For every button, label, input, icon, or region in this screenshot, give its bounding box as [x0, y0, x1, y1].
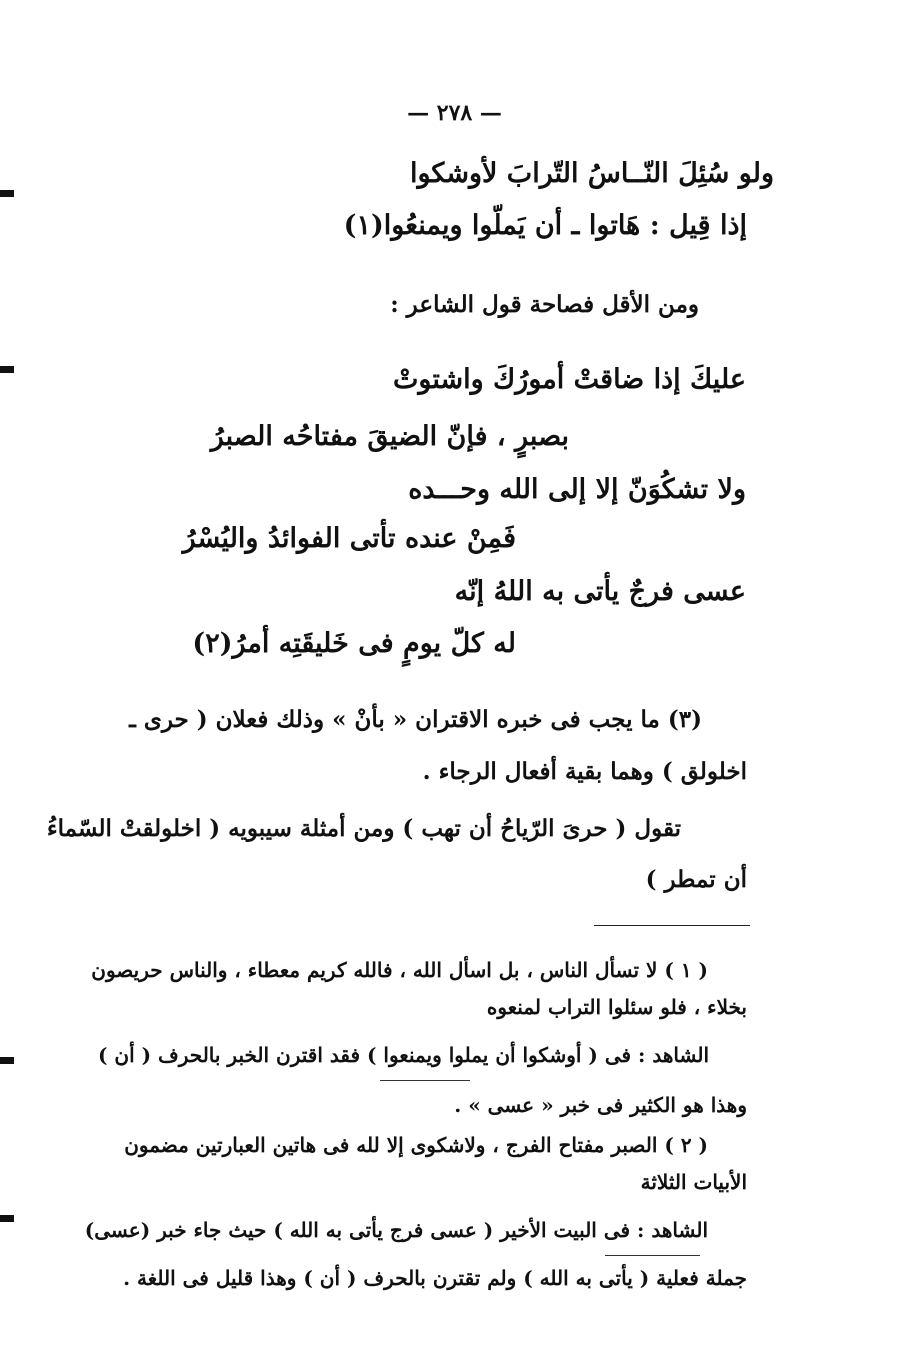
example-text: تقول ( حرىَ الرّياحُ أن تهب ) ومن أمثلة سيبويه ( اخلولقتْ السّماءُ	[46, 815, 681, 842]
underline-mark	[380, 1080, 470, 1081]
margin-mark	[0, 1057, 14, 1064]
margin-mark	[0, 366, 14, 373]
footnote-line: وهذا هو الكثير فى خبر « عسى » .	[454, 1093, 747, 1117]
footnote-line: بخلاء ، فلو سئلوا التراب لمنعوه	[486, 995, 747, 1019]
intro-text: ومن الأقل فصاحة قول الشاعر :	[390, 291, 699, 318]
underline-mark	[605, 1255, 700, 1256]
page-number: — ٢٧٨ —	[407, 100, 502, 126]
margin-mark	[0, 190, 14, 197]
section-text: (٣) ما يجب فى خبره الاقتران « بأنْ » وذلك فعلان ( حرى ـ	[129, 706, 702, 733]
footnote-line: الشاهد : فى ( أوشكوا أن يملوا ويمنعوا ) فقد اقترن الخبر بالحرف ( أن )	[97, 1043, 709, 1067]
footnote-line: ( ١ ) لا تسأل الناس ، بل اسأل الله ، فالله كريم معطاء ، والناس حريصون	[91, 958, 708, 982]
footnote-line: الأبيات الثلاثة	[640, 1170, 747, 1194]
footnote-divider	[594, 925, 750, 926]
verse-line: ولا تشكُوَنّ إلا إلى الله وحـــده	[408, 474, 746, 505]
verse-line: له كلّ يومٍ فى خَليقَتِه أمرُ(٢)	[192, 628, 516, 659]
example-text: أن تمطر )	[645, 866, 747, 893]
margin-mark	[0, 1215, 14, 1222]
verse-line: إذا قِيل : هَاتوا ـ أن يَملّوا ويمنعُوا(١)	[343, 210, 747, 241]
verse-line: فَمِنْ عنده تأتى الفوائدُ واليُسْرُ	[182, 523, 516, 554]
verse-line: عسى فرجٌ يأتى به اللهُ إنّه	[454, 576, 746, 607]
section-text: اخلولق ) وهما بقية أفعال الرجاء .	[422, 758, 747, 785]
footnote-line: الشاهد : فى البيت الأخير ( عسى فرج يأتى به الله ) حيث جاء خبر (عسى)	[84, 1218, 708, 1242]
verse-line: بصبرٍ ، فإنّ الضيقَ مفتاحُه الصبرُ	[210, 421, 569, 452]
verse-line: عليكَ إذا ضاقتْ أمورُكَ واشتوتْ	[392, 364, 746, 395]
footnote-line: ( ٢ ) الصبر مفتاح الفرج ، ولاشكوى إلا لله فى هاتين العبارتين مضمون	[124, 1133, 708, 1157]
footnote-line: جملة فعلية ( يأتى به الله ) ولم تقترن بالحرف ( أن ) وهذا قليل فى اللغة .	[123, 1266, 747, 1290]
verse-line: ولو سُئِلَ النّــاسُ التّرابَ لأوشكوا	[409, 158, 774, 189]
